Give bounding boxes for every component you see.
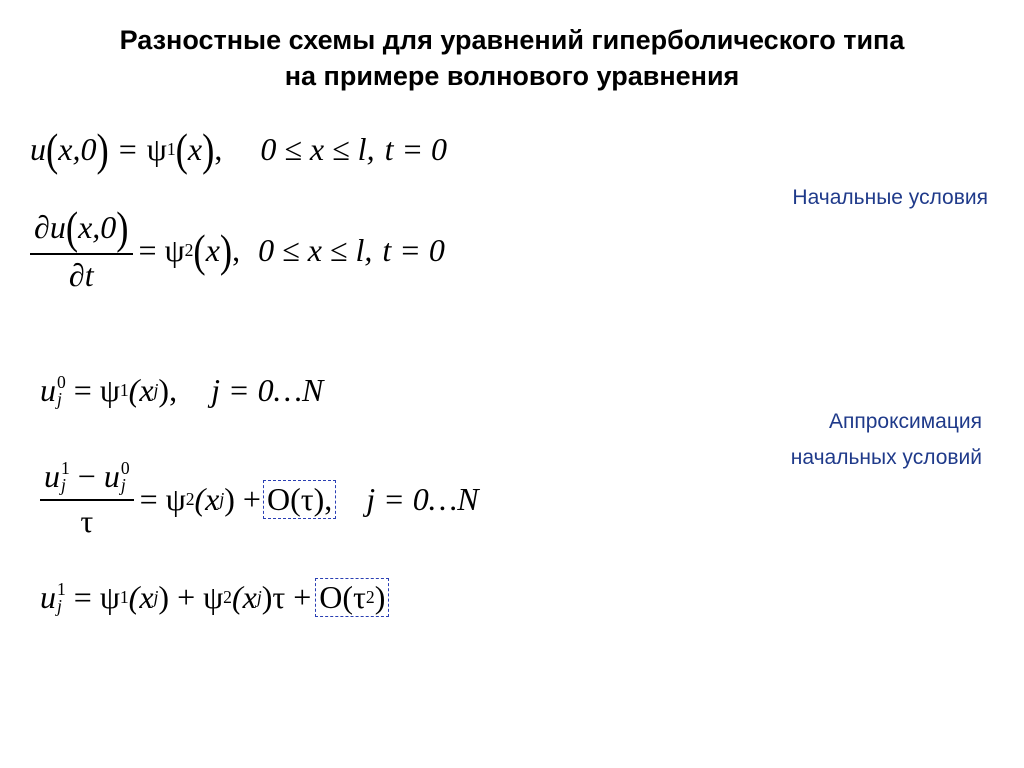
- arg2-close-tau: )τ +: [261, 579, 312, 615]
- slide-title: [0, 22, 1024, 94]
- partial-u: ∂u: [34, 209, 66, 245]
- arg1-open: (x: [128, 579, 154, 615]
- u-a-subscript: j: [61, 474, 66, 495]
- psi-index: 2: [185, 488, 195, 509]
- arg-subscript: j: [153, 380, 159, 400]
- domain-condition: 0 ≤ x ≤ l,: [258, 231, 373, 268]
- order-term: O(τ),: [266, 480, 333, 517]
- psi-symbol: ψ: [146, 131, 167, 167]
- psi-index: 1: [119, 380, 129, 400]
- arg-close: ),: [158, 372, 178, 408]
- u-subscript: j: [57, 595, 62, 616]
- partial-u-args: x,0: [78, 209, 117, 245]
- psi-arg: x: [187, 131, 203, 167]
- u-symbol: u: [40, 579, 56, 615]
- u-b-superscript: 0: [120, 457, 130, 478]
- time-condition: t = 0: [382, 231, 445, 268]
- psi-index: 1: [166, 139, 176, 159]
- order-term-box: [315, 578, 389, 617]
- minus-sign: −: [69, 458, 104, 494]
- psi-index: 2: [184, 239, 194, 260]
- slide-title-line2: на примере волнового уравнения: [284, 61, 740, 91]
- initial-condition-du-dt: ∂u ( x,0 ) ∂t = ψ 2 ( x ) , 0 ≤ x ≤ l, t = 0: [30, 206, 445, 294]
- order-term-box: [263, 480, 336, 519]
- partial-t: ∂t: [68, 257, 94, 293]
- arg-open: (x: [194, 480, 220, 517]
- tau-denominator: τ: [80, 503, 94, 539]
- u-superscript: 1: [57, 578, 66, 599]
- arg-close: ) +: [224, 480, 261, 517]
- equals-sign: =: [118, 131, 137, 167]
- order-close: ): [374, 579, 386, 615]
- equals-psi1: = ψ: [73, 579, 120, 615]
- discrete-first-layer: [40, 578, 389, 617]
- u-subscript: j: [57, 388, 62, 409]
- u-b-subscript: j: [120, 474, 126, 495]
- discrete-initial-u: [40, 372, 323, 409]
- psi-arg: x: [205, 231, 220, 268]
- u-a-superscript: 1: [61, 457, 70, 478]
- arg1-subscript: j: [153, 587, 159, 607]
- arg2-subscript: j: [256, 587, 262, 607]
- u-symbol: u: [30, 131, 46, 167]
- u-symbol-b: u: [103, 458, 120, 494]
- discrete-derivative-approx: [40, 458, 479, 540]
- equals-sign: =: [138, 231, 157, 268]
- order-term: O(τ: [319, 579, 366, 615]
- difference-fraction: [40, 458, 134, 540]
- u-symbol: u: [40, 372, 56, 408]
- equals-psi: = ψ: [139, 480, 186, 517]
- arg-subscript: j: [219, 488, 225, 509]
- arg1-close-plus-psi2: ) + ψ: [158, 579, 224, 615]
- note-approximation-line2: начальных условий: [790, 446, 982, 469]
- psi-symbol: ψ: [164, 231, 185, 268]
- index-range: j = 0…N: [211, 372, 324, 408]
- domain-condition: 0 ≤ x ≤ l,: [260, 131, 375, 167]
- slide-title-line1: Разностные схемы для уравнений гиперболического типа: [119, 25, 905, 55]
- arg2-open: (x: [231, 579, 257, 615]
- psi2-index: 2: [223, 587, 232, 607]
- time-condition: t = 0: [384, 131, 448, 167]
- u-args: x,0: [58, 131, 97, 167]
- psi1-index: 1: [119, 587, 129, 607]
- note-initial-conditions: Начальные условия: [792, 186, 988, 209]
- order-exponent: 2: [365, 587, 375, 607]
- u-symbol-a: u: [44, 458, 60, 494]
- initial-condition-u: u ( x,0 ) = ψ 1 ( x ) , 0 ≤ x ≤ l, t = 0: [30, 123, 448, 176]
- note-approximation-line1: Аппроксимация: [828, 410, 982, 433]
- index-range: j = 0…N: [366, 480, 479, 517]
- arg-open: (x: [128, 372, 154, 408]
- derivative-fraction: ∂u ( x,0 ) ∂t: [30, 206, 133, 294]
- u-superscript: 0: [57, 371, 66, 392]
- note-approximation: [791, 404, 982, 476]
- equals-psi: = ψ: [73, 372, 120, 408]
